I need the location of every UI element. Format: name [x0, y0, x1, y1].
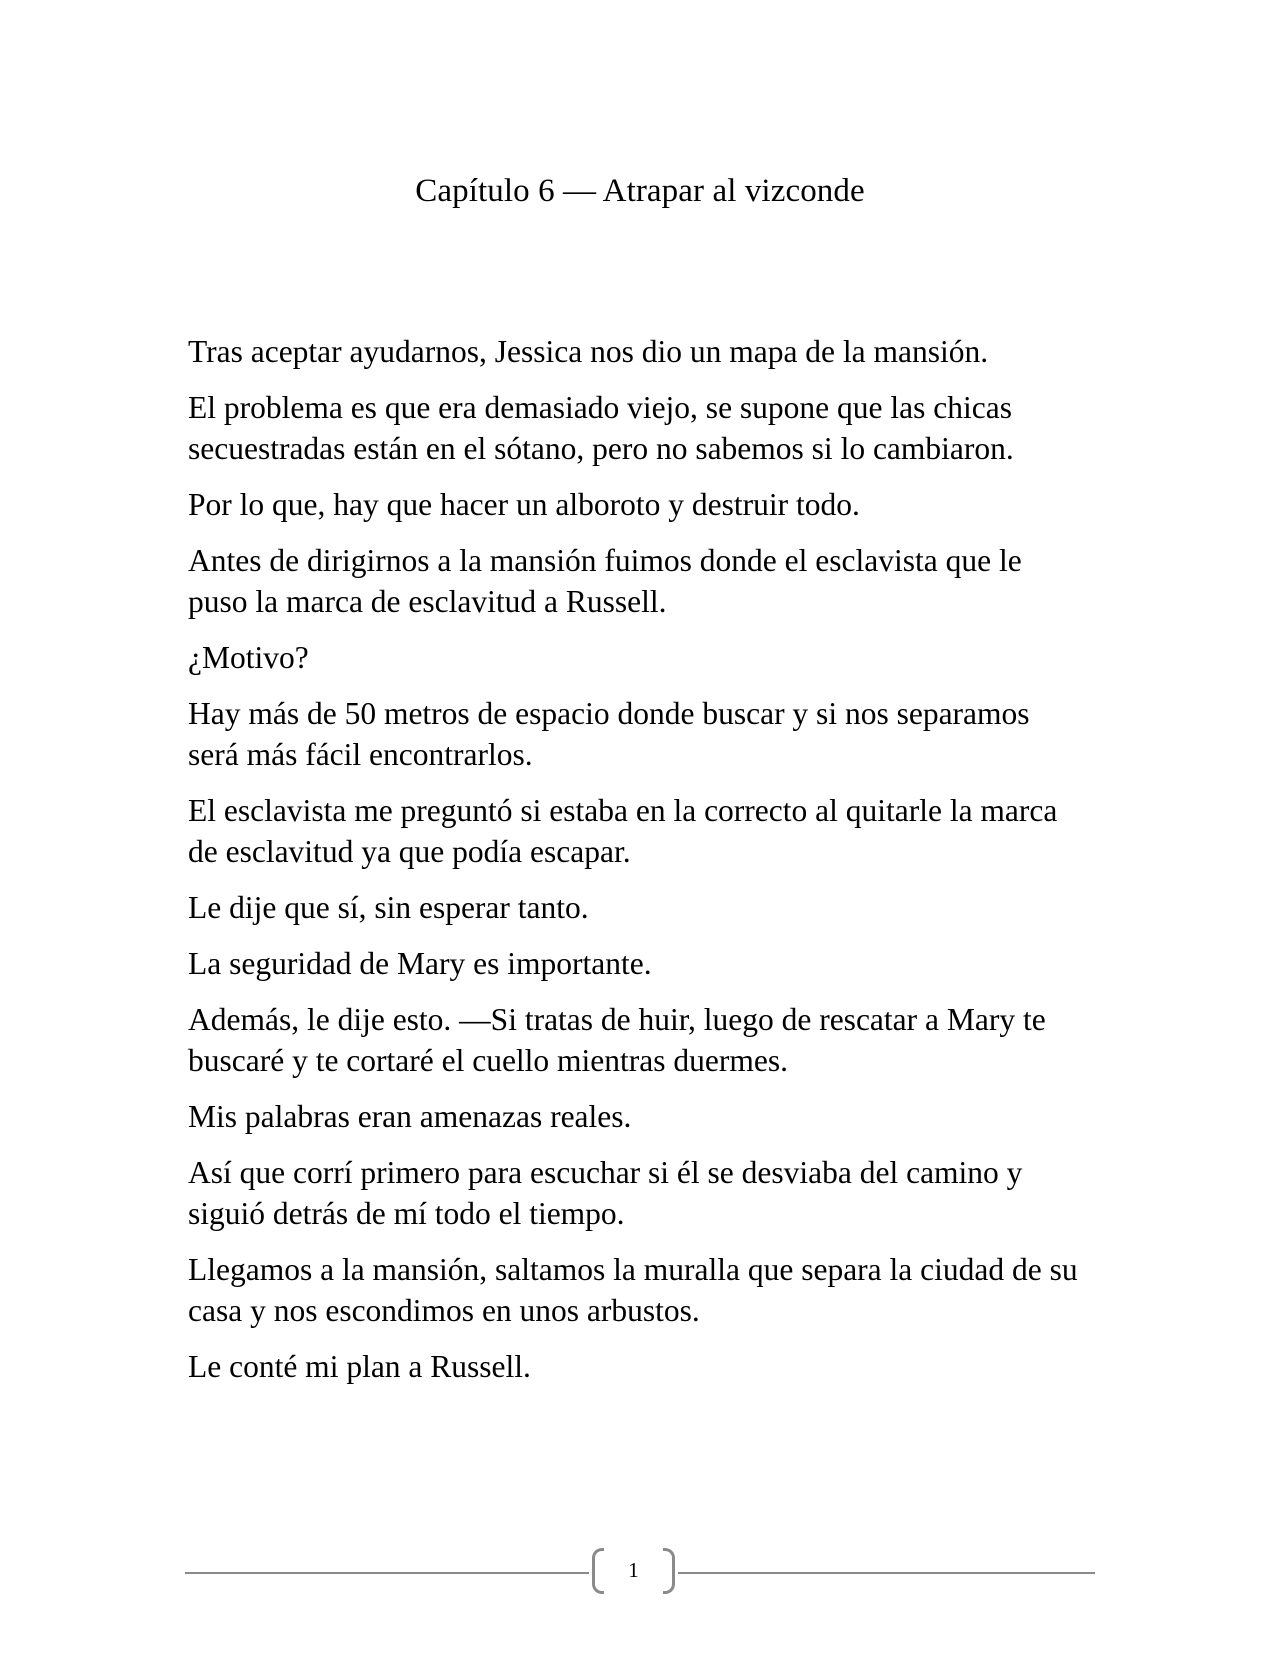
paragraph: Mis palabras eran amenazas reales. [188, 1099, 632, 1134]
footer-bracket-right [663, 1548, 675, 1594]
paragraph: El problema es que era demasiado viejo, se supone que las chicas secuestradas están en el sótano, pero no sabemos si lo cambiaron. [188, 390, 1014, 466]
paragraph: Por lo que, hay que hacer un alboroto y destruir todo. [188, 487, 860, 522]
paragraph: Tras aceptar ayudarnos, Jessica nos dio un mapa de la mansión. [188, 334, 989, 369]
page-footer [185, 1548, 1095, 1598]
paragraph: Hay más de 50 metros de espacio donde buscar y si nos separamos será más fácil encontrarlos. [188, 696, 1030, 772]
paragraph: Así que corrí primero para escuchar si él se desviaba del camino y siguió detrás de mí todo el tiempo. [188, 1155, 1023, 1231]
paragraph: ¿Motivo? [188, 640, 309, 675]
paragraph: La seguridad de Mary es importante. [188, 946, 652, 981]
footer-rule-right [678, 1572, 1095, 1574]
paragraph: El esclavista me preguntó si estaba en la correcto al quitarle la marca de esclavitud ya que podía escapar. [188, 793, 1058, 869]
paragraph: Además, le dije esto. —Si tratas de huir, luego de rescatar a Mary te buscaré y te cortaré el cuello mientras duermes. [188, 1002, 1046, 1078]
chapter-body [188, 331, 1088, 1402]
footer-bracket-left [592, 1548, 604, 1594]
paragraph: Llegamos a la mansión, saltamos la muralla que separa la ciudad de su casa y nos escondimos en unos arbustos. [188, 1252, 1078, 1328]
page-number: 1 [628, 1558, 639, 1582]
paragraph: Le conté mi plan a Russell. [188, 1349, 531, 1384]
footer-rule-left [185, 1572, 589, 1574]
paragraph: Antes de dirigirnos a la mansión fuimos donde el esclavista que le puso la marca de esclavitud a Russell. [188, 543, 1022, 619]
paragraph: Le dije que sí, sin esperar tanto. [188, 890, 589, 925]
chapter-title: Capítulo 6 — Atrapar al vizconde [415, 173, 865, 209]
